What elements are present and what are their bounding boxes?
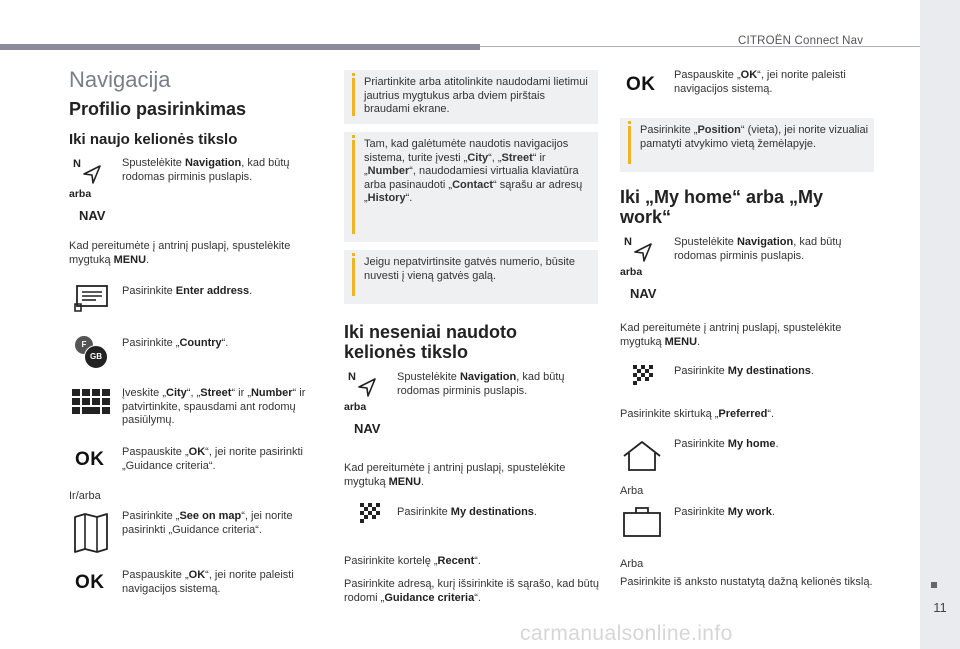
- para-choose-address: Pasirinkite adresą, kurį išsirinkite iš sąrašo, kad būtų rodomi „Guidance criteria“.: [344, 578, 599, 604]
- map-icon: [73, 513, 109, 553]
- address-icon: [71, 282, 111, 316]
- info-box-zoom: Priartinkite arba atitolinkite naudodami lietimui jautrius mygtukus arba dviem pirštais braudami ekrane.: [344, 70, 598, 124]
- info-box-street-number: Jeigu nepatvirtinsite gatvės numerio, būsite nuvesti į vieną gatvės galą.: [344, 250, 598, 304]
- info-box-input: Tam, kad galėtumėte naudotis navigacijos sistema, turite įvesti „City“, „Street“ ir „Number“, naudodamiesi virtualia klaviatūra arba pasinaudoti „Contact“ sąrašu ar adresų „History“.: [344, 132, 598, 242]
- heading-recent-destination: Iki neseniai naudoto kelionės tikslo: [344, 322, 518, 362]
- step-see-on-map: Pasirinkite „See on map“, jei norite pasirinkti „Guidance criteria“.: [122, 510, 293, 536]
- info-icon: [352, 140, 355, 234]
- or-text: Arba: [620, 485, 644, 497]
- checkered-flag-icon: [633, 365, 653, 385]
- heading-my-home-work: Iki „My home“ arba „My work“: [620, 187, 824, 227]
- subtitle: Profilio pasirinkimas: [69, 99, 247, 119]
- checkered-flag-icon: [360, 503, 380, 523]
- para-recent: Pasirinkite kortelę „Recent“.: [344, 555, 481, 567]
- info-box-position: Pasirinkite „Position“ (vieta), jei norite vizualiai pamatyti atvykimo vietą žemėlapyje.: [620, 118, 874, 172]
- para-menu: Kad pereitumėte į antrinį puslapį, spustelėkite mygtuką MENU.: [69, 240, 291, 266]
- navigation-icon: N arba NAV: [620, 236, 657, 301]
- step-city-street-number: Įveskite „City“, „Street“ ir „Number“ ir patvirtinkite, spausdami ant rodomų pasiūlymų.: [122, 387, 306, 426]
- ok-icon: OK: [626, 74, 656, 95]
- home-icon: [622, 440, 662, 472]
- info-icon: [352, 258, 355, 296]
- page-number: 11: [933, 600, 947, 615]
- step-ok-start: Paspauskite „OK“, jei norite paleisti navigacijos sistemą.: [674, 69, 846, 95]
- brand-header: CITROËN Connect Nav: [738, 35, 864, 47]
- or-text: Arba: [620, 558, 644, 570]
- page-sidebar: [920, 0, 960, 649]
- country-icon: F GB: [75, 336, 107, 368]
- heading-new-destination: Iki naujo kelionės tikslo: [69, 131, 238, 148]
- navigation-icon: N arba NAV: [344, 371, 381, 436]
- ok-icon: OK: [75, 449, 105, 470]
- info-icon: [628, 126, 631, 164]
- keyboard-icon: [71, 388, 111, 416]
- step-my-home: Pasirinkite My home.: [674, 438, 779, 450]
- step-navigation: Spustelėkite Navigation, kad būtų rodomas pirminis puslapis.: [397, 371, 565, 397]
- para-menu: Kad pereitumėte į antrinį puslapį, spustelėkite mygtuką MENU.: [620, 322, 842, 348]
- watermark: carmanualsonline.info: [520, 622, 733, 645]
- or-text: Ir/arba: [69, 490, 101, 502]
- step-ok-start: Paspauskite „OK“, jei norite paleisti navigacijos sistemą.: [122, 569, 294, 595]
- para-menu: Kad pereitumėte į antrinį puslapį, spustelėkite mygtuką MENU.: [344, 462, 566, 488]
- page-marker-icon: [931, 582, 937, 588]
- step-navigation: Spustelėkite Navigation, kad būtų rodomas pirminis puslapis.: [122, 157, 290, 183]
- navigation-icon: N arba NAV: [69, 158, 106, 223]
- para-preset-destination: Pasirinkite iš anksto nustatytą dažną kelionės tikslą.: [620, 576, 873, 588]
- step-navigation: Spustelėkite Navigation, kad būtų rodomas pirminis puslapis.: [674, 236, 842, 262]
- header-bar: [0, 44, 480, 50]
- section-title: Navigacija: [69, 67, 171, 92]
- step-my-work: Pasirinkite My work.: [674, 506, 775, 518]
- step-my-destinations: Pasirinkite My destinations.: [397, 506, 537, 518]
- briefcase-icon: [622, 506, 662, 538]
- ok-icon: OK: [75, 572, 105, 593]
- step-my-destinations: Pasirinkite My destinations.: [674, 365, 814, 377]
- para-preferred: Pasirinkite skirtuką „Preferred“.: [620, 408, 775, 420]
- step-country: Pasirinkite „Country“.: [122, 337, 229, 349]
- step-ok-guidance: Paspauskite „OK“, jei norite pasirinkti „Guidance criteria“.: [122, 446, 303, 472]
- arrow-icon: [632, 242, 654, 264]
- info-icon: [352, 78, 355, 116]
- arrow-icon: [356, 377, 378, 399]
- arrow-icon: [81, 164, 103, 186]
- step-enter-address: Pasirinkite Enter address.: [122, 285, 253, 297]
